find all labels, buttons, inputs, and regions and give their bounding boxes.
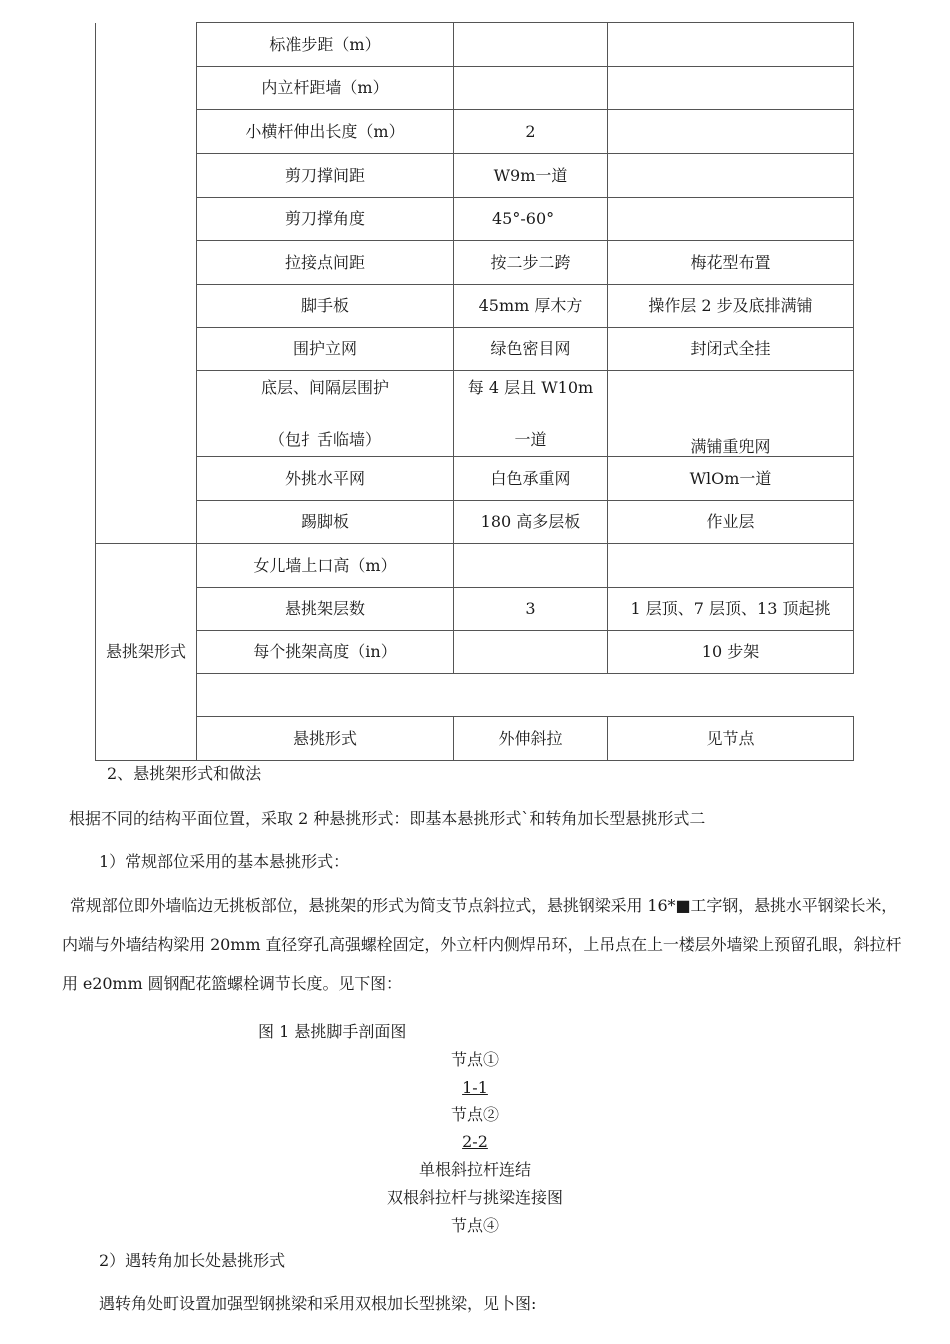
table-row <box>96 23 854 67</box>
table-row <box>96 674 854 717</box>
param-name: 外挑水平网 <box>197 457 454 501</box>
table-row <box>96 110 854 154</box>
param-note: 见节点 <box>608 717 854 761</box>
figure-caption: 图 1 悬挑脚手剖面图 <box>258 1022 407 1041</box>
param-value: 180 高多层板 <box>454 501 608 544</box>
param-value: 按二步二跨 <box>454 241 608 285</box>
double-rod-label: 双根斜拉杆与挑梁连接图 <box>386 1188 563 1207</box>
table-row <box>96 457 854 501</box>
param-note: 作业层 <box>608 501 854 544</box>
section-label-1-1 <box>0 1076 950 1100</box>
param-name: 围护立网 <box>197 328 454 371</box>
group-label-cell <box>96 23 197 544</box>
param-value: 外伸斜拉 <box>454 717 608 761</box>
param-name: 脚手板 <box>197 285 454 328</box>
param-note: 梅花型布置 <box>608 241 854 285</box>
param-value: 2 <box>454 110 608 154</box>
intro-paragraph: 根据不同的结构平面位置，采取 2 种悬挑形式：即基本悬挑形式`和转角加长型悬挑形式二 <box>69 809 706 828</box>
param-note: 操作层 2 步及底排满铺 <box>608 285 854 328</box>
param-name: 悬挑形式 <box>197 717 454 761</box>
table-row <box>96 588 854 631</box>
param-value <box>454 631 608 674</box>
param-value: 白色承重网 <box>454 457 608 501</box>
param-note <box>608 154 854 198</box>
node-label-4: 节点④ <box>450 1216 499 1235</box>
param-name: 剪刀撑角度 <box>197 198 454 241</box>
param-name: 拉接点间距 <box>197 241 454 285</box>
table-row <box>96 544 854 588</box>
body-paragraph: 常规部位即外墙临边无挑板部位，悬挑架的形式为简支节点斜拉式，悬挑钢梁采用 16*■工字钢，悬挑水平钢梁长米，内端与外墙结构梁用 20mm 直径穿孔高强螺栓固定，外立杆内侧焊吊环，上吊点在上一楼层外墙梁上预留孔眼，斜拉杆用 e20mm 圆钢配花篮螺栓调节长度。见下图： <box>62 896 902 993</box>
param-name: 内立杆距墙（m） <box>197 67 454 110</box>
param-note <box>608 544 854 588</box>
table-row <box>96 501 854 544</box>
param-note <box>608 67 854 110</box>
param-name: 剪刀撑间距 <box>197 154 454 198</box>
group-label: 悬挑架形式 <box>106 642 187 661</box>
param-value <box>454 371 608 457</box>
param-value <box>454 23 608 67</box>
param-value-line1: 每 4 层且 W10m <box>467 377 594 397</box>
param-value: W9m一道 <box>454 154 608 198</box>
param-name-line1: 底层、间隔层围护 <box>260 377 389 397</box>
param-name <box>197 371 454 457</box>
section-heading: 2、悬挑架形式和做法 <box>107 764 262 783</box>
node-label-1: 节点① <box>450 1050 499 1069</box>
blank-cell <box>197 674 854 717</box>
table-row <box>96 631 854 674</box>
param-value: 3 <box>454 588 608 631</box>
param-value: 45°-60° <box>454 198 608 241</box>
param-note: 封闭式全挂 <box>608 328 854 371</box>
param-value <box>454 544 608 588</box>
closing-paragraph: 遇转角处町设置加强型钢挑梁和采用双根加长型挑梁，见卜图: <box>99 1294 537 1313</box>
scaffold-spec-table <box>95 22 854 761</box>
list-item-2: 2）遇转角加长处悬挑形式 <box>99 1251 286 1270</box>
table-row <box>96 154 854 198</box>
param-note-text: 满铺重兜网 <box>690 437 771 456</box>
section-label-text: 2-2 <box>462 1132 488 1151</box>
table-row <box>96 241 854 285</box>
single-rod-label: 单根斜拉杆连结 <box>418 1160 531 1179</box>
param-name: 悬挑架层数 <box>197 588 454 631</box>
table-row <box>96 285 854 328</box>
table-row <box>96 328 854 371</box>
table-row <box>96 371 854 457</box>
section-label-text: 1-1 <box>462 1078 488 1097</box>
param-note <box>608 198 854 241</box>
param-value: 45mm 厚木方 <box>454 285 608 328</box>
group-label-cell <box>96 544 197 761</box>
param-value: 绿色密目网 <box>454 328 608 371</box>
table-row <box>96 717 854 761</box>
param-name-line2: （包扌舌临墙） <box>268 429 381 449</box>
param-note: WlOm一道 <box>608 457 854 501</box>
param-note: 10 步架 <box>608 631 854 674</box>
param-note: 1 层顶、7 层顶、13 顶起挑 <box>608 588 854 631</box>
param-name: 踢脚板 <box>197 501 454 544</box>
param-name: 女儿墙上口高（m） <box>197 544 454 588</box>
param-note <box>608 110 854 154</box>
param-note <box>608 23 854 67</box>
param-name: 每个挑架高度（in） <box>197 631 454 674</box>
list-item-1: 1）常规部位采用的基本悬挑形式： <box>99 852 350 871</box>
param-name: 小横杆伸出长度（m） <box>197 110 454 154</box>
table-row <box>96 198 854 241</box>
node-label-2: 节点② <box>450 1105 499 1124</box>
param-value-line2: 一道 <box>514 429 547 449</box>
param-name: 标准步距（m） <box>197 23 454 67</box>
param-value <box>454 67 608 110</box>
param-note <box>608 371 854 457</box>
section-label-2-2 <box>0 1130 950 1154</box>
table-row <box>96 67 854 110</box>
